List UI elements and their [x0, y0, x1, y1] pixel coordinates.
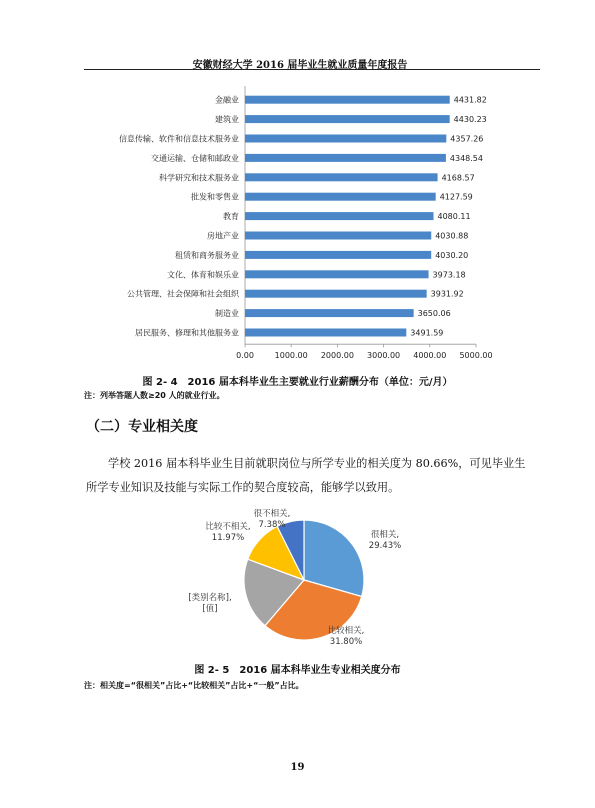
pie-slice-value-label: [值] [202, 604, 218, 614]
bar-category-label: 建筑业 [215, 115, 239, 125]
bar [245, 212, 434, 220]
x-tick-label: 2000.00 [320, 351, 354, 361]
bar-category-label: 公共管理、社会保障和社会组织 [127, 289, 239, 299]
pie-slice-label: 比较不相关, [205, 522, 251, 532]
bar-value-label: 3931.92 [430, 289, 464, 299]
bar [245, 173, 438, 181]
pie-slice-value-label: 31.80% [329, 637, 363, 647]
bar-category-label: 金融业 [215, 95, 239, 105]
bar [245, 154, 446, 162]
x-tick-label: 1000.00 [274, 351, 308, 361]
x-tick-label: 5000.00 [459, 351, 493, 361]
page-header-title: 安徽财经大学 2016 届毕业生就业质量年度报告 [192, 60, 408, 71]
bar-category-label: 制造业 [215, 309, 239, 319]
bar-value-label: 3650.06 [417, 309, 451, 319]
bar-value-label: 4030.88 [435, 231, 469, 241]
section-heading: （二）专业相关度 [86, 419, 198, 435]
figure-2-5-note: 注：相关度=“很相关”占比+“比较相关”占比+“一般”占比。 [84, 681, 304, 690]
page-number: 19 [290, 762, 305, 773]
bar-value-label: 4168.57 [441, 173, 475, 183]
bar [245, 329, 406, 337]
bar-value-label: 3973.18 [432, 270, 466, 280]
bar-value-label: 4430.23 [453, 115, 487, 125]
bar-category-label: 科学研究和技术服务业 [159, 173, 239, 183]
bar-category-label: 房地产业 [207, 231, 239, 241]
x-tick-label: 3000.00 [367, 351, 401, 361]
bar-value-label: 4030.20 [435, 250, 469, 260]
figure-2-4-caption: 图 2- 4 2016 届本科毕业生主要就业行业薪酬分布（单位：元/月） [142, 377, 453, 388]
bar-category-label: 教育 [223, 212, 239, 222]
bar-value-label: 4431.82 [453, 95, 487, 105]
bar [245, 115, 450, 123]
bar-category-label: 居民服务、修理和其他服务业 [135, 328, 239, 338]
pie-slice-label: 很相关, [370, 530, 400, 540]
bar-value-label: 4127.59 [439, 192, 473, 202]
pie-slice-value-label: 29.43% [368, 541, 402, 551]
bar [245, 290, 427, 298]
figure-2-4-note: 注：列举答题人数≥20 人的就业行业。 [84, 391, 225, 400]
x-tick-label: 4000.00 [413, 351, 447, 361]
bar [245, 309, 414, 317]
pie-slice-value-label: 11.97% [211, 533, 245, 543]
x-tick-label: 0.00 [236, 351, 254, 361]
major-relevance-pie-chart [0, 505, 595, 655]
bar [245, 135, 446, 143]
bar-category-label: 交通运输、仓储和邮政业 [151, 153, 239, 163]
bar [245, 270, 429, 278]
bar-category-label: 文化、体育和娱乐业 [167, 270, 239, 280]
figure-2-5-caption: 图 2- 5 2016 届本科毕业生专业相关度分布 [194, 665, 401, 676]
body-paragraph: 学校 2016 届本科毕业生目前就职岗位与所学专业的相关度为 80.66%，可见毕业生所学专业知识及技能与实际工作的契合度较高，能够学以致用。 [86, 457, 526, 494]
bar-category-label: 租赁和商务服务业 [175, 250, 239, 260]
bar [245, 232, 431, 240]
industry-salary-bar-chart [0, 84, 595, 374]
pie-slice-label: 比较相关, [327, 626, 365, 636]
bar-value-label: 4080.11 [437, 212, 471, 222]
bar-value-label: 4357.26 [450, 134, 484, 144]
pie-slice-label: [类别名称], [188, 593, 232, 603]
bar [245, 96, 450, 104]
bar-value-label: 3491.59 [410, 328, 444, 338]
bar-value-label: 4348.54 [449, 153, 483, 163]
bar [245, 251, 431, 259]
bar-category-label: 信息传输、软件和信息技术服务业 [119, 134, 239, 144]
header-rule [84, 69, 540, 70]
pie-slice-label: 很不相关, [253, 509, 291, 519]
bar-category-label: 批发和零售业 [191, 192, 239, 202]
pie-slice-value-label: 7.38% [258, 520, 286, 530]
bar [245, 193, 436, 201]
